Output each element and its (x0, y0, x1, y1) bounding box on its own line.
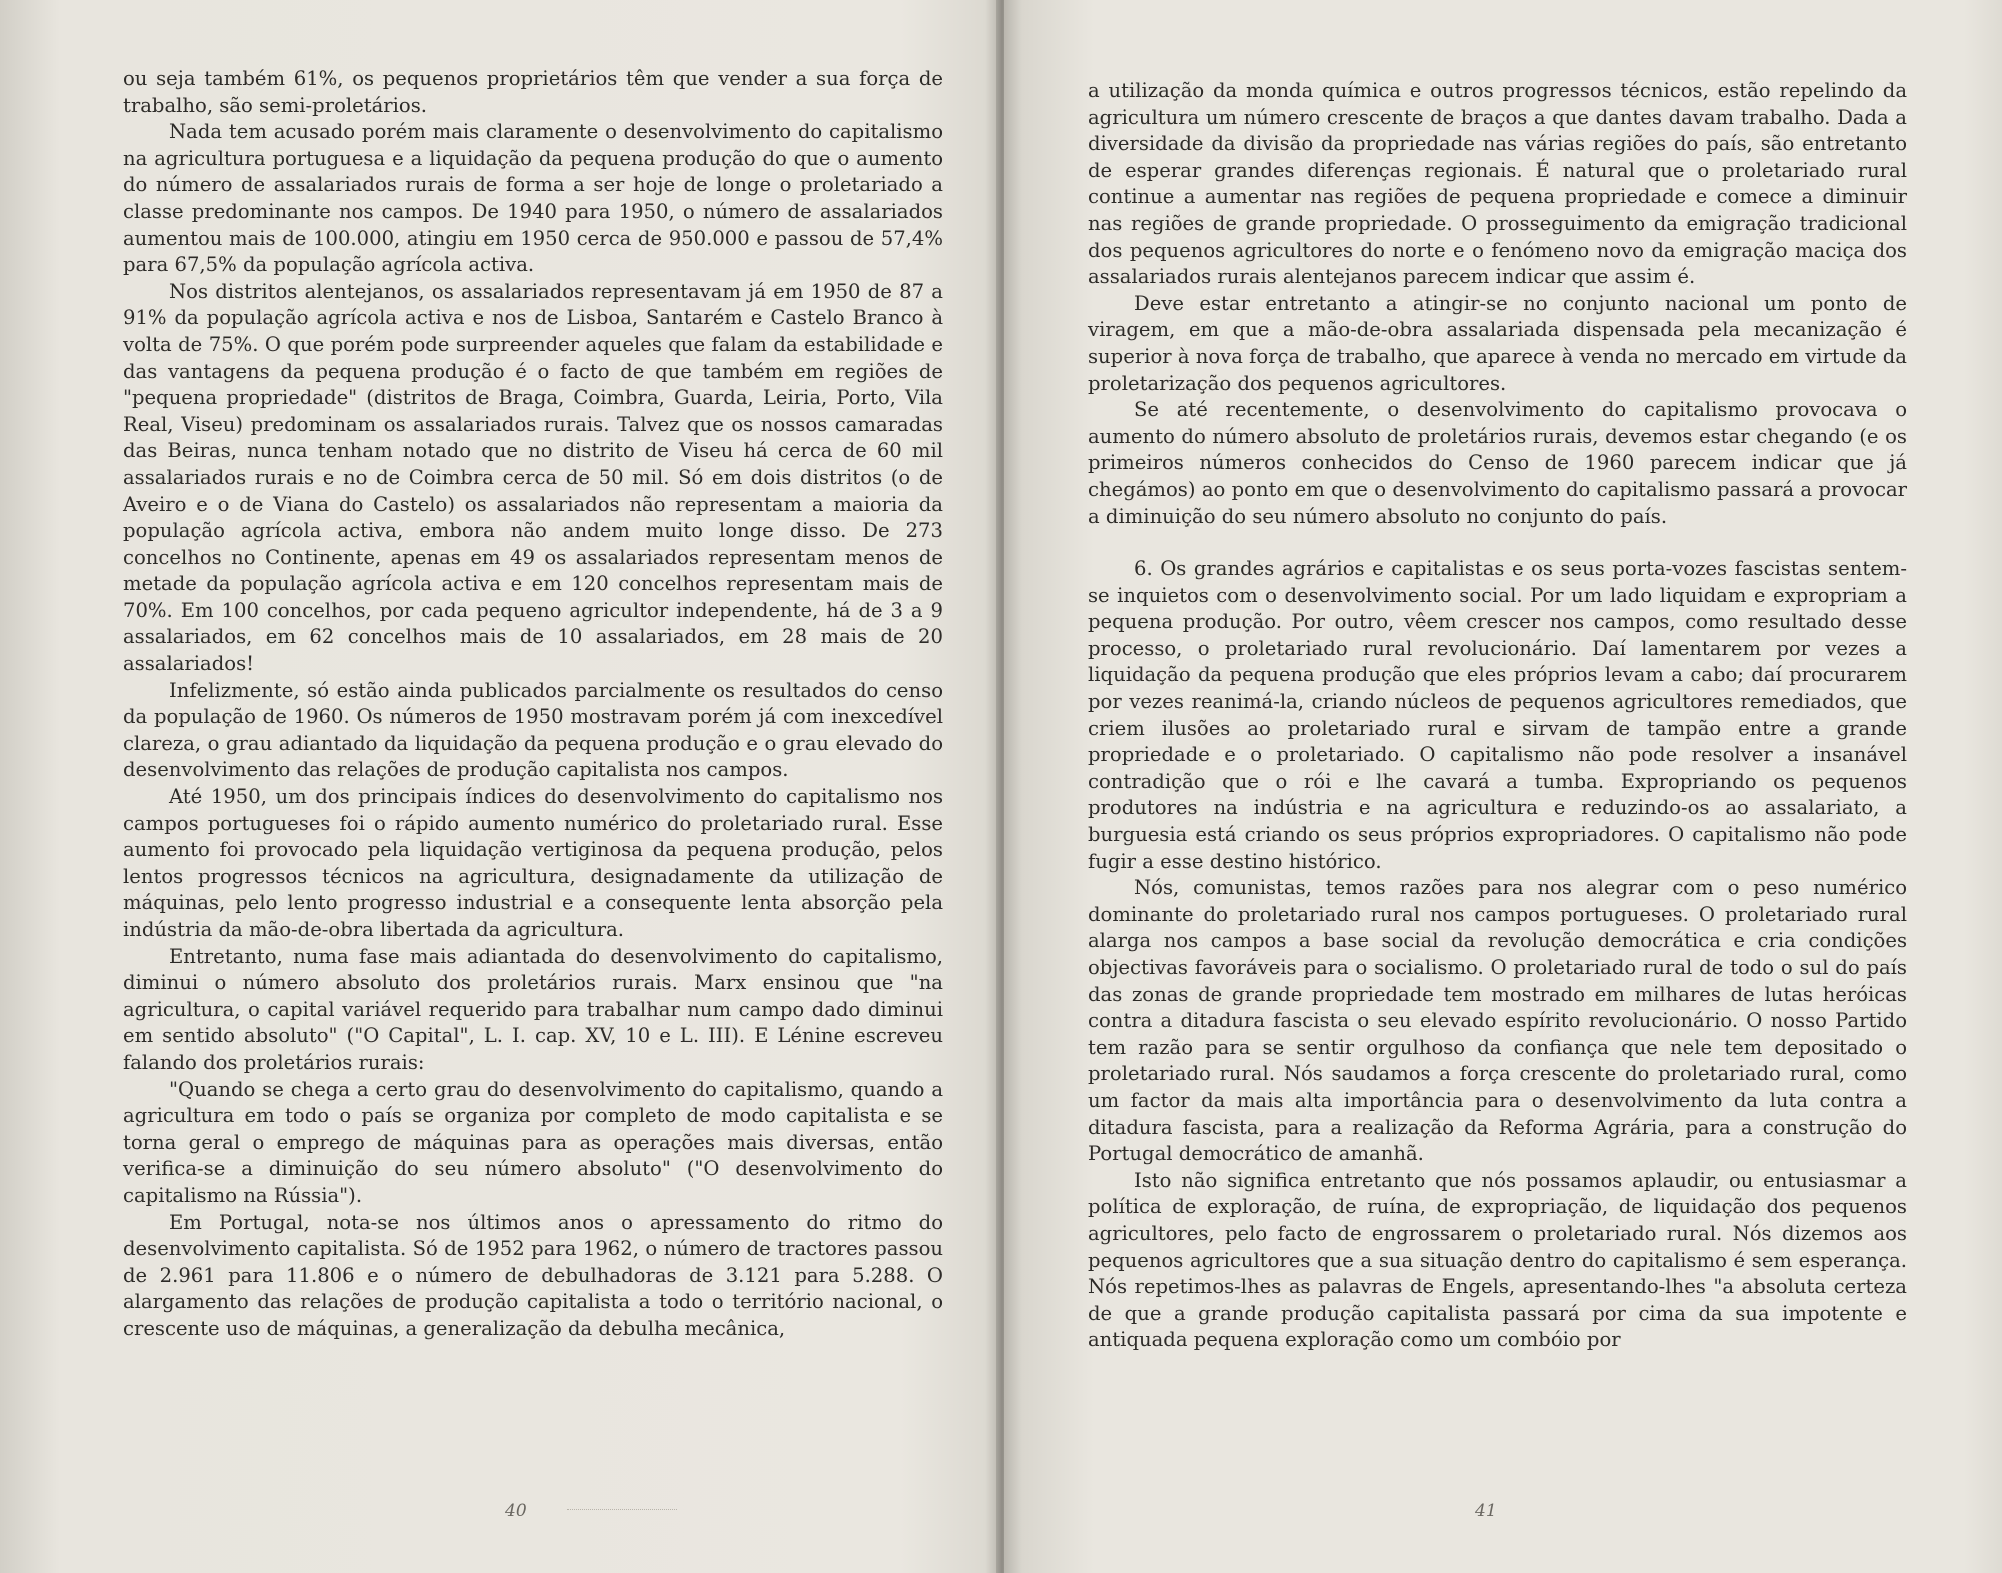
right-page (1004, 0, 2002, 1573)
paragraph: Entretanto, numa fase mais adiantada do desenvolvimento do capitalismo, diminui o número absoluto dos proletários rurais. Marx ensinou que "na agricultura, o capital variável requerido para trabalhar num campo dado diminui em sentido absoluto" ("O Capital", L. I. cap. XV, 10 e L. III). E Lénine escreveu falando dos proletários rurais: (123, 944, 943, 1074)
page-number: 40 (505, 1501, 527, 1521)
paragraph: Infelizmente, só estão ainda publicados parcialmente os resultados do censo da população de 1960. Os números de 1950 mostravam porém já com inexcedível clareza, o grau adiantado da liquidação da pequena produção e o grau elevado do desenvolvimento das relações de produção capitalista nos campos. (123, 678, 943, 782)
paragraph: Em Portugal, nota-se nos últimos anos o apressamento do ritmo do desenvolvimento capitalista. Só de 1952 para 1962, o número de tractores passou de 2.961 para 11.806 e o número de debulhadoras de 3.121 para 5.288. O alargamento das relações de produção capitalista a todo o território nacional, o crescente uso de máquinas, a generalização da debulha mecânica, (123, 1210, 943, 1340)
quotation: "Quando se chega a certo grau do desenvolvimento do capitalismo, quando a agricultura em todo o país se organiza por completo de modo capitalista e se torna geral o emprego de máquinas para as operações mais diversas, então verifica-se a diminuição do seu número absoluto" ("O desenvolvimento do capitalismo na Rússia"). (123, 1077, 943, 1207)
divider (567, 1509, 677, 1511)
paragraph: Nós, comunistas, temos razões para nos alegrar com o peso numérico dominante do proletariado rural nos campos portugueses. O proletariado rural alarga nos campos a base social da revolução democrática e cria condições objectivas favoráveis para o socialismo. O proletariado rural de todo o sul do país das zonas de grande propriedade tem mostrado em milhares de lutas heróicas contra a ditadura fascista o seu elevado espírito revolucionário. O nosso Partido tem razão para se sentir orgulhoso da confiança que nele tem depositado o proletariado rural. Nós saudamos a força crescente do proletariado rural, como um factor da mais alta importância para o desenvolvimento da luta contra a ditadura fascista, para a realização da Reforma Agrária, para a construção do Portugal democrático de amanhã. (1088, 876, 1907, 1166)
paragraph: Deve estar entretanto a atingir-se no conjunto nacional um ponto de viragem, em que a mão-de-obra assalariada dispensada pela mecanização é superior à nova força de trabalho, que aparece à venda no mercado em virtude da proletarização dos pequenos agricultores. (1088, 291, 1907, 395)
page-number: 41 (1475, 1501, 1497, 1521)
paragraph: ou seja também 61%, os pequenos proprietários têm que vender a sua força de trabalho, são semi-proletários. (123, 67, 943, 117)
paragraph: Se até recentemente, o desenvolvimento do capitalismo provocava o aumento do número absoluto de proletários rurais, devemos estar chegando (e os primeiros números conhecidos do Censo de 1960 parecem indicar que já chegámos) ao ponto em que o desenvolvimento do capitalismo passará a provocar a diminuição do seu número absoluto no conjunto do país. (1088, 398, 1907, 528)
left-page (0, 0, 1000, 1573)
right-page-text (1088, 78, 1907, 1354)
section-paragraph: 6. Os grandes agrários e capitalistas e os seus porta-vozes fascistas sentem-se inquietos com o desenvolvimento social. Por um lado liquidam e expropriam a pequena produção. Por outro, vêem crescer nos campos, como resultado desse processo, o proletariado rural revolucionário. Daí lamentarem por vezes a liquidação da pequena produção que eles próprios levam a cabo; daí procurarem por vezes reanimá-la, criando núcleos de pequenos agricultores remediados, que criem ilusões ao proletariado rural e sirvam de tampão entre a grande propriedade e o proletariado. O capitalismo não pode resolver a insanável contradição que o rói e lhe cavará a tumba. Expropriando os pequenos produtores na indústria e na agricultura e reduzindo-os ao assalariato, a burguesia está criando os seus próprios expropriadores. O capitalismo não pode fugir a esse destino histórico. (1088, 557, 1907, 873)
paragraph: Nada tem acusado porém mais claramente o desenvolvimento do capitalismo na agricultura portuguesa e a liquidação da pequena produção do que o aumento do número de assalariados rurais de forma a ser hoje de longe o proletariado a classe predominante nos campos. De 1940 para 1950, o número de assalariados aumentou mais de 100.000, atingiu em 1950 cerca de 950.000 e passou de 57,4% para 67,5% da população agrícola activa. (123, 120, 943, 277)
paragraph: Nos distritos alentejanos, os assalariados representavam já em 1950 de 87 a 91% da população agrícola activa e nos de Lisboa, Santarém e Castelo Branco à volta de 75%. O que porém pode surpreender aqueles que falam da estabilidade e das vantagens da pequena produção é o facto de que também em regiões de "pequena propriedade" (distritos de Braga, Coimbra, Guarda, Leiria, Porto, Vila Real, Viseu) predominam os assalariados rurais. Talvez que os nossos camaradas das Beiras, nunca tenham notado que no distrito de Viseu há cerca de 60 mil assalariados rurais e no de Coimbra cerca de 50 mil. Só em dois distritos (o de Aveiro e o de Viana do Castelo) os assalariados não representam a maioria da população agrícola activa, embora não andem muito longe disso. De 273 concelhos no Continente, apenas em 49 os assalariados representam menos de metade da população agrícola activa e em 120 concelhos representam mais de 70%. Em 100 concelhos, por cada pequeno agricultor independente, há de 3 a 9 assalariados, em 62 concelhos mais de 10 assalariados, em 28 mais de 20 assalariados! (123, 279, 943, 676)
left-page-text (123, 66, 943, 1343)
paragraph: a utilização da monda química e outros progressos técnicos, estão repelindo da agricultura um número crescente de braços a que dantes davam trabalho. Dada a diversidade da divisão da propriedade nas várias regiões do país, são entretanto de esperar grandes diferenças regionais. É natural que o proletariado rural continue a aumentar nas regiões de pequena propriedade e comece a diminuir nas regiões de grande propriedade. O prosseguimento da emigração tradicional dos pequenos agricultores do norte e o fenómeno novo da emigração maciça dos assalariados rurais alentejanos parecem indicar que assim é. (1088, 79, 1907, 289)
paragraph: Até 1950, um dos principais índices do desenvolvimento do capitalismo nos campos portugueses foi o rápido aumento numérico do proletariado rural. Esse aumento foi provocado pela liquidação vertiginosa da pequena produção, pelos lentos progressos técnicos na agricultura, designadamente da utilização de máquinas, pelo lento progresso industrial e a consequente lenta absorção pela indústria da mão-de-obra libertada da agricultura. (123, 785, 943, 941)
paragraph: Isto não significa entretanto que nós possamos aplaudir, ou entusiasmar a política de exploração, de ruína, de expropriação, de liquidação dos pequenos agricultores, pelo facto de engrossarem o proletariado rural. Nós dizemos aos pequenos agricultores que a sua situação dentro do capitalismo é sem esperança. Nós repetimos-lhes as palavras de Engels, apresentando-lhes "a absoluta certeza de que a grande produção capitalista passará por cima da sua impotente e antiquada pequena exploração como um combóio por (1088, 1168, 1907, 1352)
